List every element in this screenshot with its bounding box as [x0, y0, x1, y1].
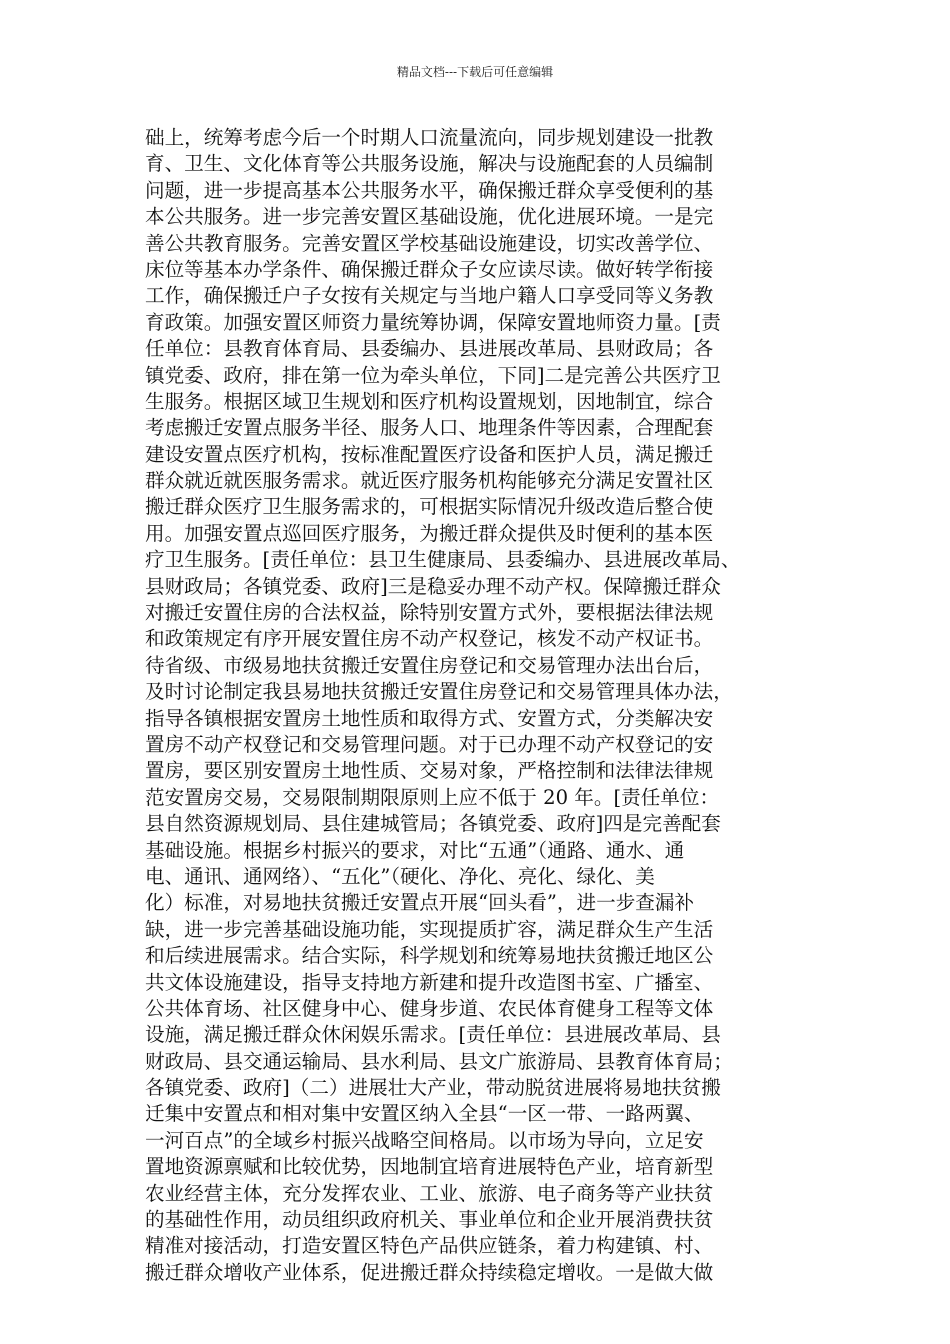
text-line: 搬迁群众医疗卫生服务需求的，可根据实际情况升级改造后整合使: [145, 495, 714, 519]
text-line: 任单位：县教育体育局、县委编办、县进展改革局、县财政局；各: [145, 337, 714, 361]
text-line: 农业经营主体，充分发挥农业、工业、旅游、电子商务等产业扶贫: [145, 1181, 714, 1205]
text-line: 础上，统筹考虑今后一个时期人口流量流向，同步规划建设一批教: [145, 126, 714, 149]
text-line: 考虑搬迁安置点服务半径、服务人口、地理条件等因素，合理配套: [145, 416, 714, 440]
text-line: 电、通讯、通网络）、“五化”（硬化、净化、亮化、绿化、美: [145, 864, 655, 888]
text-line: 搬迁群众增收产业体系，促进搬迁群众持续稳定增收。一是做大做: [145, 1260, 714, 1284]
text-line: 置地资源禀赋和比较优势，因地制宜培育进展特色产业，培育新型: [145, 1155, 714, 1179]
text-line: 县自然资源规划局、县住建城管局；各镇党委、政府]四是完善配套: [145, 812, 721, 836]
text-line: 置房，要区别安置房土地性质、交易对象，严格控制和法律法律规: [145, 759, 714, 783]
text-line: 育政策。加强安置区师资力量统筹协调，保障安置地师资力量。[责: [145, 310, 721, 334]
text-line: 床位等基本办学条件、确保搬迁群众子女应读尽读。做好转学衔接: [145, 257, 714, 281]
text-line: 用。加强安置点巡回医疗服务，为搬迁群众提供及时便利的基本医: [145, 521, 714, 545]
text-line: 化）标准，对易地扶贫搬迁安置点开展“回头看”，进一步查漏补: [145, 891, 695, 915]
text-line: 公共体育场、社区健身中心、健身步道、农民体育健身工程等文体: [145, 996, 714, 1020]
text-line: 问题，进一步提高基本公共服务水平，确保搬迁群众享受便利的基: [145, 178, 714, 202]
text-line: 本公共服务。进一步完善安置区基础设施，优化进展环境。一是完: [145, 205, 714, 229]
text-line: 对搬迁安置住房的合法权益，除特别安置方式外，要根据法律法规: [145, 601, 714, 625]
text-line: 的基础性作用，动员组织政府机关、事业单位和企业开展消费扶贫: [145, 1208, 714, 1232]
text-line: 和后续进展需求。结合实际，科学规划和统筹易地扶贫搬迁地区公: [145, 944, 714, 968]
text-line: 县财政局；各镇党委、政府]三是稳妥办理不动产权。保障搬迁群众: [145, 574, 721, 598]
text-line: 各镇党委、政府]（二）进展壮大产业，带动脱贫进展将易地扶贫搬: [145, 1076, 721, 1100]
text-line: 基础设施。根据乡村振兴的要求，对比“五通”（通路、通水、通: [145, 838, 685, 862]
text-line: 待省级、市级易地扶贫搬迁安置住房登记和交易管理办法出台后，: [145, 653, 714, 677]
text-line: 精准对接活动，打造安置区特色产品供应链条，着力构建镇、村、: [145, 1234, 714, 1258]
text-line: 育、卫生、文化体育等公共服务设施，解决与设施配套的人员编制: [145, 152, 714, 176]
text-line: 工作，确保搬迁户子女按有关规定与当地户籍人口享受同等义务教: [145, 284, 714, 308]
text-line: 和政策规定有序开展安置住房不动产权登记，核发不动产权证书。: [145, 627, 714, 651]
text-line: 置房不动产权登记和交易管理问题。对于已办理不动产权登记的安: [145, 732, 714, 756]
text-line: 范安置房交易，交易限制期限原则上应不低于 20 年。[责任单位：: [145, 785, 720, 809]
text-line: 一河百点”的全域乡村振兴战略空间格局。以市场为导向，立足安: [145, 1128, 704, 1152]
body-text: [145, 125, 825, 1286]
text-line: 缺，进一步完善基础设施功能，实现提质扩容，满足群众生产生活: [145, 917, 714, 941]
text-line: 设施，满足搬迁群众休闲娱乐需求。[责任单位：县进展改革局、县: [145, 1023, 721, 1047]
text-line: 共文体设施建设，指导支持地方新建和提升改造图书室、广播室、: [145, 970, 714, 994]
text-line: 镇党委、政府，排在第一位为牵头单位，下同]二是完善公共医疗卫: [145, 363, 721, 387]
text-line: 疗卫生服务。[责任单位：县卫生健康局、县委编办、县进展改革局、: [145, 548, 741, 572]
text-line: 迁集中安置点和相对集中安置区纳入全县“一区一带、一路两翼、: [145, 1102, 704, 1126]
page-header: 精品文档---下载后可任意编辑: [396, 65, 554, 79]
text-line: 财政局、县交通运输局、县水利局、县文广旅游局、县教育体育局；: [145, 1049, 733, 1073]
text-line: 生服务。根据区域卫生规划和医疗机构设置规划，因地制宜，综合: [145, 389, 714, 413]
text-line: 群众就近就医服务需求。就近医疗服务机构能够充分满足安置社区: [145, 469, 714, 493]
text-line: 建设安置点医疗机构，按标准配置医疗设备和医护人员，满足搬迁: [145, 442, 714, 466]
text-line: 及时讨论制定我县易地扶贫搬迁安置住房登记和交易管理具体办法，: [145, 680, 733, 704]
text-line: 善公共教育服务。完善安置区学校基础设施建设，切实改善学位、: [145, 231, 714, 255]
text-line: 指导各镇根据安置房土地性质和取得方式、安置方式，分类解决安: [145, 706, 714, 730]
